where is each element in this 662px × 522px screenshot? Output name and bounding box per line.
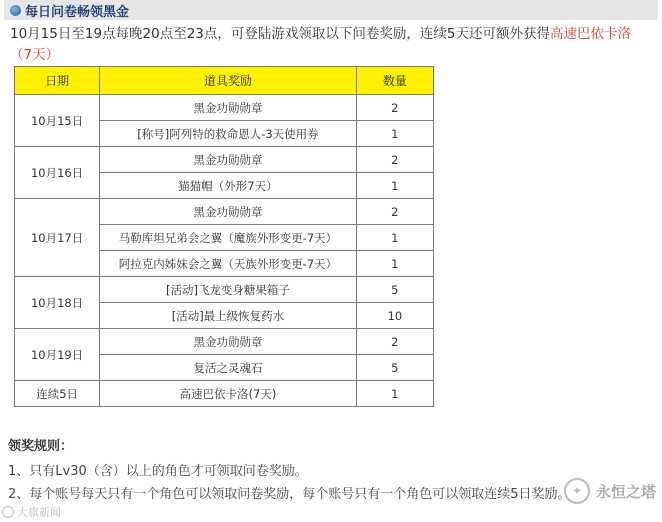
- watermark-right: [564, 478, 656, 504]
- rules-title: 领奖规则：: [8, 439, 74, 454]
- qty-cell: 2: [356, 329, 433, 355]
- watermark-logo-icon: [2, 506, 14, 518]
- bullet-icon: [10, 5, 21, 16]
- rewards-table: [14, 66, 434, 407]
- date-cell: 连续5日: [15, 381, 100, 407]
- header-item: 道具奖励: [100, 67, 356, 95]
- qty-cell: 2: [356, 147, 433, 173]
- qty-cell: 1: [356, 381, 433, 407]
- table-row: [15, 381, 434, 407]
- date-cell: 10月19日: [15, 329, 100, 381]
- qty-cell: 10: [356, 303, 433, 329]
- qty-cell: 5: [356, 355, 433, 381]
- qty-cell: 5: [356, 277, 433, 303]
- item-cell: 黑金功勋勋章: [100, 147, 356, 173]
- table-header-row: [15, 67, 434, 95]
- table-row: [15, 95, 434, 121]
- item-cell: 黑金功勋勋章: [100, 95, 356, 121]
- table-body: [15, 95, 434, 407]
- date-cell: 10月15日: [15, 95, 100, 147]
- qty-cell: 1: [356, 251, 433, 277]
- table-row: [15, 199, 434, 225]
- qty-cell: 1: [356, 121, 433, 147]
- item-cell: 马勒库坦兄弟会之翼（魔族外形变更-7天）: [100, 225, 356, 251]
- rule-item: 2、每个账号每天只有一个角色可以领取问卷奖励，每个账号只有一个角色可以领取连续5日奖励。: [8, 487, 571, 502]
- watermark-right-text: 永恒之塔: [595, 482, 656, 501]
- intro-highlight: 高速巴依卡洛（7天）: [10, 26, 631, 63]
- section-title: 每日问卷畅领黑金: [25, 4, 130, 20]
- qty-cell: 2: [356, 199, 433, 225]
- table-row: [15, 147, 434, 173]
- table-row: [15, 329, 434, 355]
- table-row: [15, 277, 434, 303]
- item-cell: [称号]阿列特的救命恩人-3天使用券: [100, 121, 356, 147]
- date-cell: 10月18日: [15, 277, 100, 329]
- header-qty: 数量: [356, 67, 433, 95]
- qty-cell: 1: [356, 173, 433, 199]
- header-date: 日期: [15, 67, 100, 95]
- section-header: [4, 0, 658, 20]
- watermark-left: [2, 504, 61, 520]
- item-cell: 阿拉克内姊妹会之翼（天族外形变更-7天）: [100, 251, 356, 277]
- wechat-logo-icon: ✦: [564, 478, 590, 504]
- item-cell: 黑金功勋勋章: [100, 199, 356, 225]
- intro-paragraph: [10, 24, 650, 66]
- qty-cell: 1: [356, 225, 433, 251]
- intro-text: 10月15日至19点每晚20点至23点，可登陆游戏领取以下问卷奖励，连续5天还可额外获得: [10, 26, 550, 42]
- date-cell: 10月16日: [15, 147, 100, 199]
- item-cell: 复活之灵魂石: [100, 355, 356, 381]
- item-cell: 猫猫帽（外形7天）: [100, 173, 356, 199]
- item-cell: 高速巴依卡洛(7天): [100, 381, 356, 407]
- watermark-left-text: 大旗新闻: [17, 506, 61, 519]
- item-cell: [活动]最上级恢复药水: [100, 303, 356, 329]
- date-cell: 10月17日: [15, 199, 100, 277]
- qty-cell: 2: [356, 95, 433, 121]
- item-cell: 黑金功勋勋章: [100, 329, 356, 355]
- rule-item: 1、只有Lv30（含）以上的角色才可领取问卷奖励。: [8, 464, 308, 479]
- item-cell: [活动]飞龙变身糖果箱子: [100, 277, 356, 303]
